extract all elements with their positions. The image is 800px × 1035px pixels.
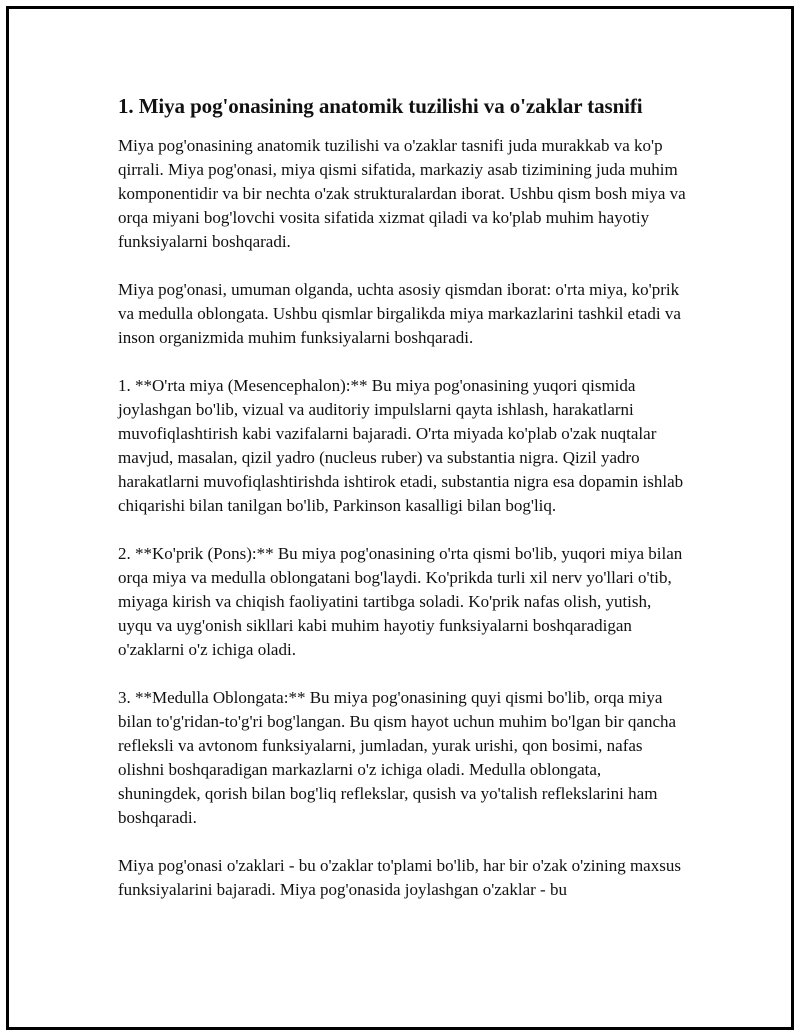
- paragraph-medulla: 3. **Medulla Oblongata:** Bu miya pog'onasining quyi qismi bo'lib, orqa miya bilan to'g'ridan-to'g'ri bog'langan. Bu qism hayot uchun muhim bo'lgan bir qancha refleksli va avtonom funksiyalarni, jumladan, yurak urishi, qon bosimi, nafas olishni boshqaradigan markazlarni o'z ichiga oladi. Medulla oblongata, shuningdek, qorish bilan bog'liq reflekslar, qusish va yo'talish reflekslarini ham boshqaradi.: [118, 688, 677, 827]
- paragraph-midbrain: 1. **O'rta miya (Mesencephalon):** Bu miya pog'onasining yuqori qismida joylashgan bo'lib, vizual va auditoriy impulslarni qayta ishlash, harakatlarni muvofiqlashtirish kabi vazifalarni bajaradi. O'rta miyada ko'plab o'zak nuqtalar mavjud, masalan, qizil yadro (nucleus ruber) va substantia nigra. Qizil yadro harakatlarni muvofiqlashtirishda ishtirok etadi, substantia nigra esa dopamin ishlab chiqarishi bilan tanilgan bo'lib, Parkinson kasalligi bilan bog'liq.: [118, 376, 684, 515]
- paragraph-overview: Miya pog'onasi, umuman olganda, uchta asosiy qismdan iborat: o'rta miya, ko'prik va medulla oblongata. Ushbu qismlar birgalikda miya markazlarini tashkil etadi va inson organizmida muhim funksiyalarni boshqaradi.: [118, 280, 681, 347]
- paragraph-nuclei: Miya pog'onasi o'zaklari - bu o'zaklar to'plami bo'lib, har bir o'zak o'zining maxsus funksiyalarini bajaradi. Miya pog'onasida joylashgan o'zaklar - bu: [118, 856, 681, 899]
- paragraph-intro: Miya pog'onasining anatomik tuzilishi va o'zaklar tasnifi juda murakkab va ko'p qirrali. Miya pog'onasi, miya qismi sifatida, markaziy asab tizimining juda muhim komponentidir va bir nechta o'zak strukturalardan iborat. Ushbu qism bosh miya va orqa miyani bog'lovchi vosita sifatida xizmat qiladi va ko'plab muhim hayotiy funksiyalarni boshqaradi.: [118, 136, 686, 251]
- document-title: 1. Miya pog'onasining anatomik tuzilishi va o'zaklar tasnifi: [118, 94, 643, 118]
- document-body: [118, 92, 688, 926]
- paragraph-pons: 2. **Ko'prik (Pons):** Bu miya pog'onasining o'rta qismi bo'lib, yuqori miya bilan orqa miya va medulla oblongatani bog'laydi. Ko'prikda turli xil nerv yo'llari o'tib, miyaga kirish va chiqish faoliyatini tartibga soladi. Ko'prik nafas olish, yutish, uyqu va uyg'onish sikllari kabi muhim hayotiy funksiyalarni boshqaradigan o'zaklarni o'z ichiga oladi.: [118, 544, 683, 659]
